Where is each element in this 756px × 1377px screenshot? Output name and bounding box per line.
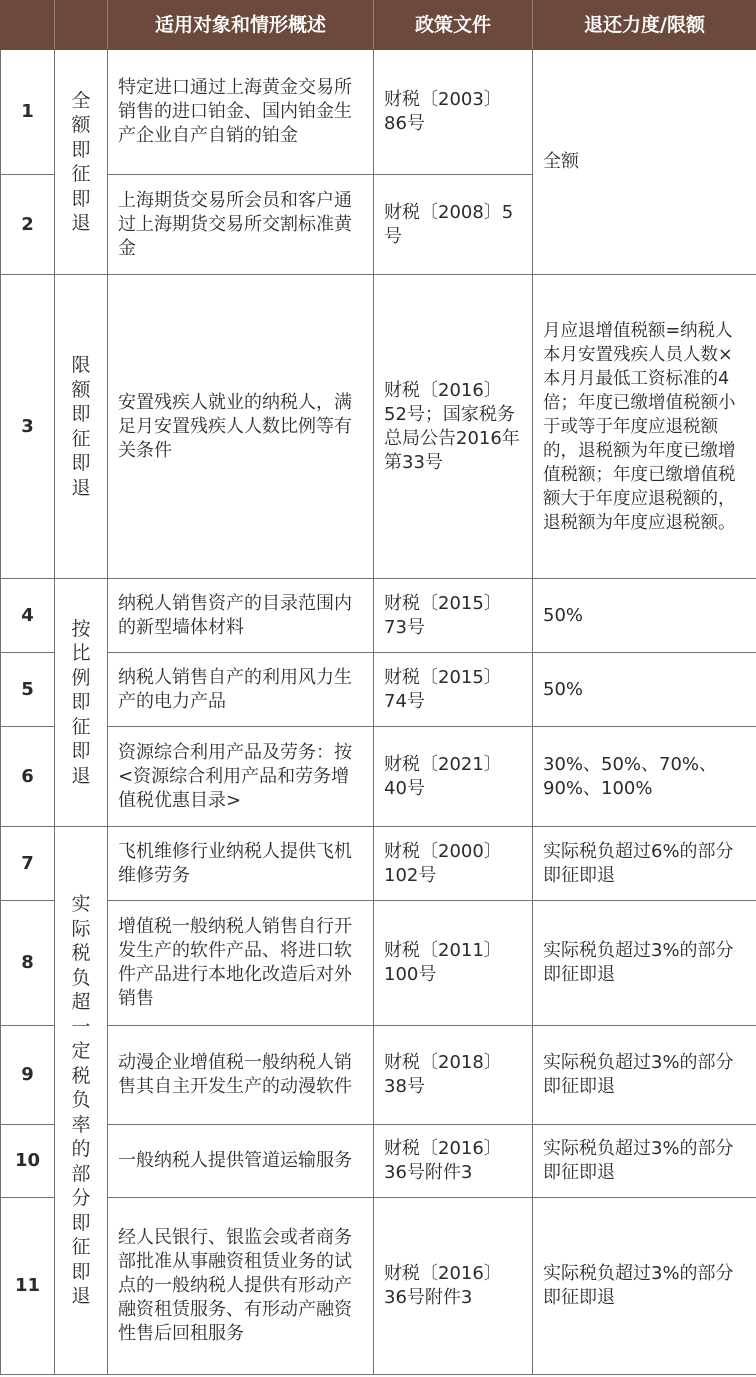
- table-row: [1, 827, 756, 901]
- header-number: [1, 1, 55, 50]
- header-refund-amount: 退还力度/限额: [533, 1, 756, 50]
- row-description: 纳税人销售自产的利用风力生产的电力产品: [108, 653, 374, 727]
- category-capped-refund: 限额即征即退: [55, 275, 108, 579]
- row-policy-document: 财税〔2015〕74号: [374, 653, 533, 727]
- row-policy-document: 财税〔2000〕102号: [374, 827, 533, 901]
- row-description: 资源综合利用产品及劳务：按<资源综合利用产品和劳务增值税优惠目录>: [108, 727, 374, 827]
- row-refund-amount: 50%: [533, 579, 756, 653]
- table-row: [1, 1198, 756, 1375]
- row-number: 4: [1, 579, 55, 653]
- row-refund-amount: 实际税负超过6%的部分即征即退: [533, 827, 756, 901]
- row-description: 上海期货交易所会员和客户通过上海期货交易所交割标准黄金: [108, 175, 374, 275]
- row-policy-document: 财税〔2015〕73号: [374, 579, 533, 653]
- row-number: 3: [1, 275, 55, 579]
- row-description: 经人民银行、银监会或者商务部批准从事融资租赁业务的试点的一般纳税人提供有形动产融资租赁服务、有形动产融资性售后回租服务: [108, 1198, 374, 1375]
- row-number: 1: [1, 50, 55, 175]
- row-policy-document: 财税〔2021〕40号: [374, 727, 533, 827]
- table-row: [1, 1125, 756, 1198]
- row-policy-document: 财税〔2018〕38号: [374, 1026, 533, 1125]
- row-refund-amount: 实际税负超过3%的部分即征即退: [533, 901, 756, 1026]
- row-description: 飞机维修行业纳税人提供飞机维修劳务: [108, 827, 374, 901]
- row-number: 10: [1, 1125, 55, 1198]
- row-description: 特定进口通过上海黄金交易所销售的进口铂金、国内铂金生产企业自产自销的铂金: [108, 50, 374, 175]
- table-row: [1, 50, 756, 175]
- row-refund-amount: 50%: [533, 653, 756, 727]
- category-full-refund: 全额即征即退: [55, 50, 108, 275]
- row-number: 9: [1, 1026, 55, 1125]
- row-description: 一般纳税人提供管道运输服务: [108, 1125, 374, 1198]
- row-number: 6: [1, 727, 55, 827]
- row-policy-document: 财税〔2016〕52号；国家税务总局公告2016年第33号: [374, 275, 533, 579]
- row-refund-amount: 30%、50%、70%、90%、100%: [533, 727, 756, 827]
- table-row: [1, 579, 756, 653]
- category-excess-burden-refund: 实际税负超一定税负率的部分即征即退: [55, 827, 108, 1375]
- category-proportional-refund: 按比例即征即退: [55, 579, 108, 827]
- row-refund-amount: 月应退增值税额=纳税人本月安置残疾人员人数×本月月最低工资标准的4倍；年度已缴增值税额小于或等于年度应退税额的，退税额为年度已缴增值税额；年度已缴增值税额大于年度应退税额的，退税额为年度应退税额。: [533, 275, 756, 579]
- row-number: 5: [1, 653, 55, 727]
- row-refund-amount: 全额: [533, 50, 756, 275]
- row-refund-amount: 实际税负超过3%的部分即征即退: [533, 1198, 756, 1375]
- row-policy-document: 财税〔2016〕36号附件3: [374, 1125, 533, 1198]
- table-row: [1, 727, 756, 827]
- row-description: 动漫企业增值税一般纳税人销售其自主开发生产的动漫软件: [108, 1026, 374, 1125]
- row-description: 安置残疾人就业的纳税人，满足月安置残疾人人数比例等有关条件: [108, 275, 374, 579]
- table-row: [1, 275, 756, 579]
- row-policy-document: 财税〔2016〕36号附件3: [374, 1198, 533, 1375]
- row-description: 增值税一般纳税人销售自行开发生产的软件产品、将进口软件产品进行本地化改造后对外销售: [108, 901, 374, 1026]
- table-header-row: [1, 1, 756, 50]
- row-policy-document: 财税〔2011〕100号: [374, 901, 533, 1026]
- table-row: [1, 1026, 756, 1125]
- row-number: 11: [1, 1198, 55, 1375]
- row-number: 7: [1, 827, 55, 901]
- row-refund-amount: 实际税负超过3%的部分即征即退: [533, 1125, 756, 1198]
- row-description: 纳税人销售资产的目录范围内的新型墙体材料: [108, 579, 374, 653]
- table-row: [1, 653, 756, 727]
- row-policy-document: 财税〔2008〕5号: [374, 175, 533, 275]
- row-number: 2: [1, 175, 55, 275]
- header-description: 适用对象和情形概述: [108, 1, 374, 50]
- row-policy-document: 财税〔2003〕86号: [374, 50, 533, 175]
- header-category: [55, 1, 108, 50]
- table-row: [1, 901, 756, 1026]
- row-refund-amount: 实际税负超过3%的部分即征即退: [533, 1026, 756, 1125]
- row-number: 8: [1, 901, 55, 1026]
- header-policy-document: 政策文件: [374, 1, 533, 50]
